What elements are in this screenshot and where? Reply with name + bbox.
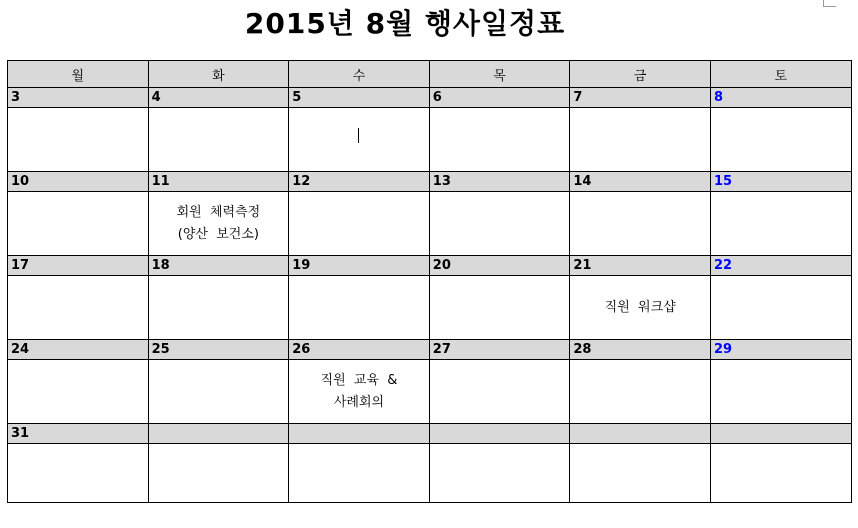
event-cell[interactable] — [570, 360, 711, 424]
date-cell: 3 — [8, 88, 149, 108]
weekday-thu: 목 — [429, 61, 570, 88]
date-cell: 21 — [570, 256, 711, 276]
date-cell: 13 — [429, 172, 570, 192]
event-cell[interactable] — [429, 108, 570, 172]
date-cell: 14 — [570, 172, 711, 192]
weekday-tue: 화 — [148, 61, 289, 88]
date-cell: 15 — [710, 172, 851, 192]
event-cell[interactable] — [710, 360, 851, 424]
date-row — [8, 340, 852, 360]
weekday-sat: 토 — [710, 61, 851, 88]
event-row — [8, 276, 852, 340]
date-cell: 29 — [710, 340, 851, 360]
date-cell: 5 — [289, 88, 430, 108]
event-cell[interactable] — [429, 444, 570, 503]
event-cell[interactable] — [148, 444, 289, 503]
date-cell: 19 — [289, 256, 430, 276]
event-row — [8, 360, 852, 424]
event-text: 회원 체력측정 (양산 보건소) — [176, 204, 261, 242]
event-cell[interactable] — [148, 192, 289, 256]
event-cell[interactable] — [148, 360, 289, 424]
event-cell[interactable] — [289, 360, 430, 424]
date-cell — [429, 424, 570, 444]
calendar-table — [7, 60, 852, 503]
date-cell: 8 — [710, 88, 851, 108]
date-cell — [710, 424, 851, 444]
event-cell[interactable] — [710, 108, 851, 172]
event-cell[interactable] — [429, 192, 570, 256]
event-cell[interactable] — [289, 108, 430, 172]
date-row — [8, 88, 852, 108]
date-cell: 17 — [8, 256, 149, 276]
event-cell[interactable] — [148, 108, 289, 172]
event-cell[interactable] — [429, 360, 570, 424]
date-cell: 4 — [148, 88, 289, 108]
event-cell[interactable] — [570, 276, 711, 340]
event-cell[interactable] — [710, 192, 851, 256]
date-cell: 20 — [429, 256, 570, 276]
page-title: 2015년 8월 행사일정표 — [244, 7, 566, 40]
date-cell: 22 — [710, 256, 851, 276]
event-cell[interactable] — [710, 276, 851, 340]
event-text: 직원 교육 & 사례회의 — [320, 372, 398, 410]
event-cell[interactable] — [8, 360, 149, 424]
event-row — [8, 444, 852, 503]
date-cell: 25 — [148, 340, 289, 360]
weekday-fri: 금 — [570, 61, 711, 88]
date-cell: 18 — [148, 256, 289, 276]
date-cell: 7 — [570, 88, 711, 108]
event-row — [8, 192, 852, 256]
date-cell: 11 — [148, 172, 289, 192]
date-row — [8, 172, 852, 192]
date-cell: 27 — [429, 340, 570, 360]
date-cell: 28 — [570, 340, 711, 360]
date-cell: 12 — [289, 172, 430, 192]
event-cell[interactable] — [570, 444, 711, 503]
event-cell[interactable] — [8, 444, 149, 503]
event-cell[interactable] — [570, 108, 711, 172]
date-cell — [148, 424, 289, 444]
event-cell[interactable] — [148, 276, 289, 340]
event-cell[interactable] — [8, 108, 149, 172]
weekday-mon: 월 — [8, 61, 149, 88]
date-cell — [570, 424, 711, 444]
event-text: 직원 워크샵 — [604, 299, 676, 315]
text-cursor — [358, 128, 359, 143]
event-cell[interactable] — [289, 192, 430, 256]
date-row — [8, 256, 852, 276]
date-row — [8, 424, 852, 444]
date-cell: 6 — [429, 88, 570, 108]
weekday-wed: 수 — [289, 61, 430, 88]
date-cell: 26 — [289, 340, 430, 360]
event-cell[interactable] — [570, 192, 711, 256]
weekday-header-row — [8, 61, 852, 88]
corner-mark — [823, 0, 836, 7]
date-cell — [289, 424, 430, 444]
event-cell[interactable] — [289, 444, 430, 503]
event-cell[interactable] — [429, 276, 570, 340]
date-cell: 10 — [8, 172, 149, 192]
date-cell: 24 — [8, 340, 149, 360]
event-cell[interactable] — [8, 276, 149, 340]
event-cell[interactable] — [289, 276, 430, 340]
event-cell[interactable] — [710, 444, 851, 503]
event-row — [8, 108, 852, 172]
event-cell[interactable] — [8, 192, 149, 256]
date-cell: 31 — [8, 424, 149, 444]
